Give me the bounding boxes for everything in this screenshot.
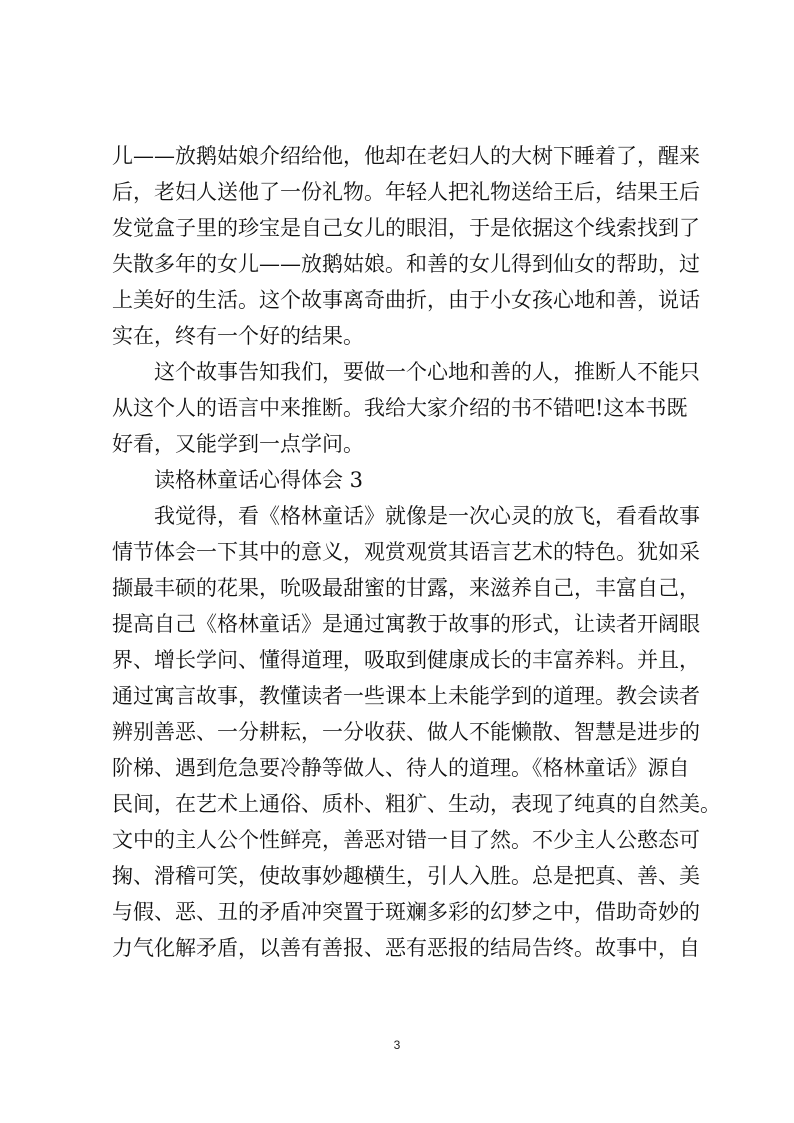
text-line: 从这个人的语言中来推断。我给大家介绍的书不错吧!这本书既 <box>112 396 688 420</box>
text-line: 失散多年的女儿——放鹅姑娘。和善的女儿得到仙女的帮助，过 <box>112 252 700 276</box>
text-line: 通过寓言故事，教懂读者一些课本上未能学到的道理。教会读者 <box>112 684 700 708</box>
text-line: 情节体会一下其中的意义，观赏观赏其语言艺术的特色。犹如采 <box>112 540 700 564</box>
text-line: 辨别善恶、一分耕耘，一分收获、做人不能懒散、智慧是进步的 <box>112 720 700 744</box>
text-line: 阶梯、遇到危急要冷静等做人、待人的道理。《格林童话》源自 <box>112 756 690 780</box>
text-line: 文中的主人公个性鲜亮，善恶对错一目了然。不少主人公憨态可 <box>112 828 700 852</box>
section-heading: 读格林童话心得体会 3 <box>112 468 364 492</box>
text-line: 提高自己《格林童话》是通过寓教于故事的形式，让读者开阔眼 <box>112 612 700 636</box>
text-line: 实在，终有一个好的结果。 <box>112 324 364 348</box>
text-line: 我觉得，看《格林童话》就像是一次心灵的放飞，看看故事 <box>112 504 700 528</box>
text-line: 界、增长学问、懂得道理，吸取到健康成长的丰富养料。并且， <box>112 648 700 672</box>
text-line: 力气化解矛盾，以善有善报、恶有恶报的结局告终。故事中，自 <box>112 936 700 960</box>
text-line: 撷最丰硕的花果，吮吸最甜蜜的甘露，来滋养自己，丰富自己， <box>112 576 700 600</box>
page-number: 3 <box>393 1038 401 1052</box>
text-line: 发觉盒子里的珍宝是自己女儿的眼泪，于是依据这个线索找到了 <box>112 216 700 240</box>
text-line: 民间，在艺术上通俗、质朴、粗犷、生动，表现了纯真的自然美。 <box>112 792 721 816</box>
text-line: 儿——放鹅姑娘介绍给他，他却在老妇人的大树下睡着了，醒来 <box>112 144 700 168</box>
text-line: 好看，又能学到一点学问。 <box>112 432 364 456</box>
text-line: 上美好的生活。这个故事离奇曲折，由于小女孩心地和善，说话 <box>112 288 700 312</box>
text-line: 后，老妇人送他了一份礼物。年轻人把礼物送给王后，结果王后 <box>112 180 700 204</box>
text-line: 掬、滑稽可笑，使故事妙趣横生，引人入胜。总是把真、善、美 <box>112 864 700 888</box>
text-line: 与假、恶、丑的矛盾冲突置于斑斓多彩的幻梦之中，借助奇妙的 <box>112 900 700 924</box>
text-line: 这个故事告知我们，要做一个心地和善的人，推断人不能只 <box>112 360 700 384</box>
